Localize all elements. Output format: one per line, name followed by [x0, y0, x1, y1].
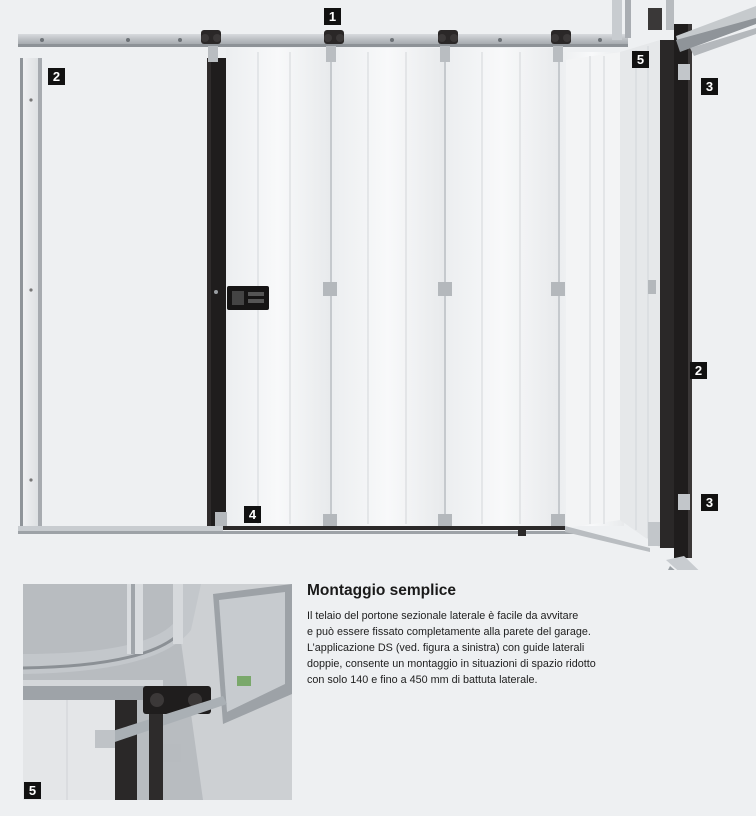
right-upper-bracket	[678, 64, 690, 80]
article-line-5: con solo 140 e fino a 450 mm di battuta laterale.	[307, 674, 538, 686]
detail-photo	[23, 584, 292, 800]
article-line-2: e può essere fissato completamente alla parete del garage.	[307, 626, 591, 638]
callout-3-lower: 3	[701, 494, 718, 511]
article-line-1: Il telaio del portone sezionale laterale è facile da avvitare	[307, 610, 579, 622]
callout-3-upper: 3	[701, 78, 718, 95]
callout-2-left: 2	[48, 68, 65, 85]
article-line-4: doppie, consente un montaggio in situazioni di spazio ridotto	[307, 658, 596, 670]
article-title: Montaggio semplice	[307, 582, 456, 599]
floor-track	[666, 556, 756, 570]
article	[307, 582, 737, 688]
callout-5-detail: 5	[24, 782, 41, 799]
callout-4: 4	[244, 506, 261, 523]
door-section-3	[446, 48, 558, 526]
callout-5-corner: 5	[632, 51, 649, 68]
bottom-seal	[215, 526, 565, 530]
detail-photo-drawing	[23, 584, 292, 800]
callout-1: 1	[324, 8, 341, 25]
callout-2-right: 2	[690, 362, 707, 379]
right-lower-bracket	[678, 494, 690, 510]
article-line-3: L’applicazione DS (ved. figura a sinistra) con guide laterali	[307, 642, 585, 654]
door-section-2	[332, 48, 444, 526]
